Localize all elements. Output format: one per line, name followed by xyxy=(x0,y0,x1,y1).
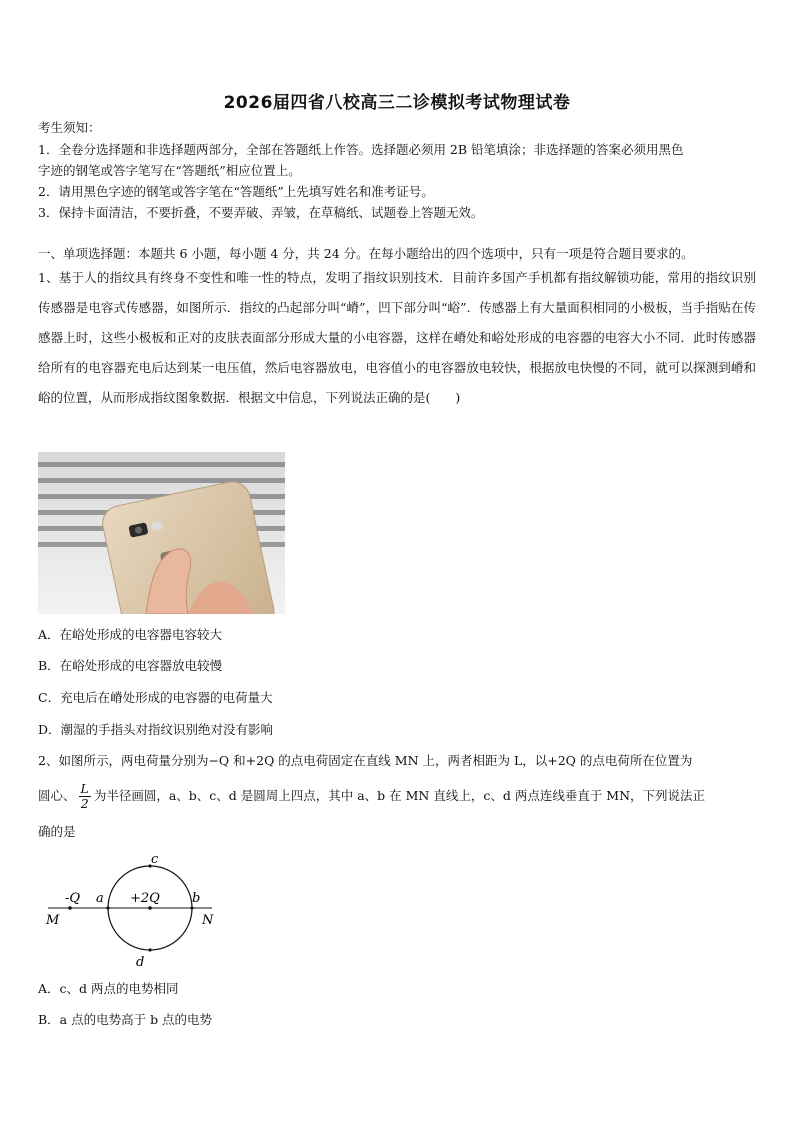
radius-fraction xyxy=(79,782,91,811)
phone-hand-illustration xyxy=(38,452,285,614)
label-b: b xyxy=(192,891,201,906)
question-2-line-1: 2、如图所示，两电荷量分别为−Q 和+2Q 的点电荷固定在直线 MN 上，两者相距为 L，以+2Q 的点电荷所在位置为 xyxy=(38,753,693,768)
label-m: M xyxy=(46,913,60,928)
label-a: a xyxy=(96,891,104,906)
negative-charge-dot xyxy=(68,906,72,910)
q2-line2-prefix: 圆心、 xyxy=(38,788,76,803)
notice-item-2: 2．请用黑色字迹的钢笔或答字笔在“答题纸”上先填写姓名和准考证号。 xyxy=(38,184,434,199)
point-a-dot xyxy=(106,906,109,909)
label-n: N xyxy=(202,913,214,928)
section-heading: 一、单项选择题：本题共 6 小题，每小题 4 分，共 24 分。在每小题给出的四个选项中，只有一项是符合题目要求的。 xyxy=(38,246,694,261)
q2-option-a: A．c、d 两点的电势相同 xyxy=(38,981,179,996)
label-neg-q: -Q xyxy=(65,891,81,906)
label-pos-2q: +2Q xyxy=(130,891,160,906)
question-2-line-3: 确的是 xyxy=(38,824,76,839)
fraction-denominator: 2 xyxy=(80,796,89,811)
positive-charge-dot xyxy=(148,906,152,910)
label-c: c xyxy=(151,852,159,867)
notice-heading: 考生须知： xyxy=(38,120,101,135)
notice-item-1-cont: 字迹的钢笔或答字笔写在“答题纸”相应位置上。 xyxy=(38,163,301,178)
label-d: d xyxy=(136,955,145,968)
q2-line2-suffix: 为半径画圆，a、b、c、d 是圆周上四点，其中 a、b 在 MN 直线上，c、d 两点连线垂直于 MN，下列说法正 xyxy=(93,788,706,803)
q1-option-c: C．充电后在嵴处形成的电容器的电荷量大 xyxy=(38,690,273,705)
point-d-dot xyxy=(148,948,151,951)
q1-option-d: D．潮湿的手指头对指纹识别绝对没有影响 xyxy=(38,722,274,737)
q1-option-a: A．在峪处形成的电容器电容较大 xyxy=(38,627,223,642)
charge-circle-diagram xyxy=(40,852,230,968)
q2-option-b: B．a 点的电势高于 b 点的电势 xyxy=(38,1012,213,1027)
fraction-numerator: L xyxy=(80,781,89,796)
fingerprint-phone-photo xyxy=(38,452,285,614)
q1-option-b: B．在峪处形成的电容器放电较慢 xyxy=(38,658,223,673)
question-1-stem: 1、基于人的指纹具有终身不变性和唯一性的特点，发明了指纹识别技术．目前许多国产手机都有指纹解锁功能，常用的指纹识别传感器是电容式传感器，如图所示．指纹的凸起部分叫“嵴”，凹下部分叫“峪”．传感器上有大量面积相同的小极板，当手指贴在传感器上时，这些小极板和正对的皮肤表面部分形成大量的小电容器，这样在嵴处和峪处形成的电容器的电容大小不同．此时传感器给所有的电容器充电后达到某一电压值，然后电容器放电，电容值小的电容器放电较快，根据放电快慢的不同，就可以探测到嵴和峪的位置，从而形成指纹图象数据．根据文中信息，下列说法正确的是( ) xyxy=(38,270,756,405)
exam-title: 2026届四省八校高三二诊模拟考试物理试卷 xyxy=(223,93,571,113)
notice-item-3: 3．保持卡面清洁，不要折叠，不要弄破、弄皱，在草稿纸、试题卷上答题无效。 xyxy=(38,205,484,220)
notice-item-1: 1．全卷分选择题和非选择题两部分，全部在答题纸上作答。选择题必须用 2B 铅笔填涂；非选择题的答案必须用黑色 xyxy=(38,142,684,157)
point-b-dot xyxy=(190,906,193,909)
question-2-line-2 xyxy=(38,782,705,811)
